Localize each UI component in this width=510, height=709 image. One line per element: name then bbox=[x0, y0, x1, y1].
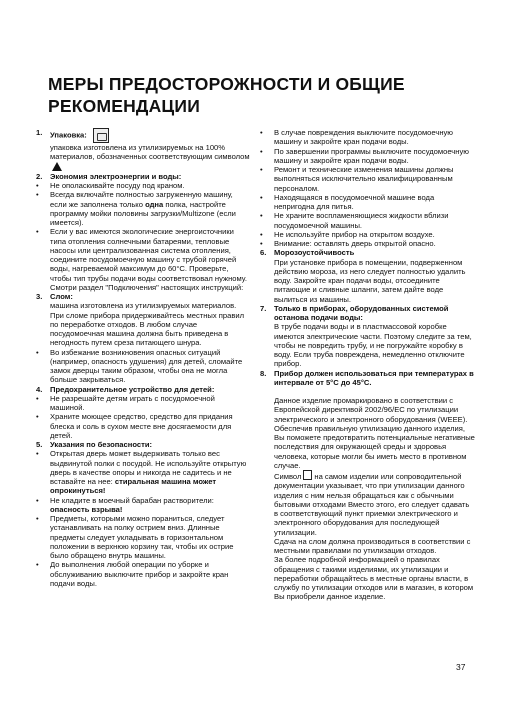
crossed-bin-icon bbox=[303, 470, 312, 480]
section-number: 1. bbox=[36, 128, 43, 137]
list-item: • По завершении программы выключите посудомоечную машину и закройте кран подачи воды. bbox=[260, 146, 469, 165]
section-heading: Экономия электроэнергии и воды: bbox=[50, 171, 182, 181]
section-safety bbox=[36, 440, 251, 449]
section-heading: Морозоустойчивость bbox=[274, 248, 355, 258]
recycle-triangle-icon bbox=[52, 162, 62, 171]
list-item: • Находящаяся в посудомоечной машине вода непригодна для питья. bbox=[260, 192, 435, 211]
section-child-safety bbox=[36, 385, 251, 394]
list-item: • Открытая дверь может выдерживать только вес выдвинутой полки с посудой. Не используйте открытую дверь в качестве опоры и никогда не садитесь и не вставайте на нее: стиральная машина может опрокинуться! bbox=[36, 449, 247, 496]
section-number: 2. bbox=[36, 171, 43, 181]
list-item: • Всегда включайте полностью загруженную машину, если же заполнена только одна полка, настройте программу мойки половины загрузки/Multizone (если имеется). bbox=[36, 190, 236, 227]
section-text: машина изготовлена из утилизируемых материалов. При сломе прибора придерживайтесь местных правил по переработке отходов. В любом случае посудомоечная машина должна быть приведена в негодность путем среза питающего шнура. bbox=[50, 301, 245, 348]
section-disposal bbox=[36, 292, 251, 301]
list-item: • Не храните воспламеняющиеся жидкости вблизи посудомоечной машины. bbox=[260, 211, 449, 230]
title-line-1: МЕРЫ ПРЕДОСТОРОЖНОСТИ И ОБЩИЕ bbox=[48, 74, 405, 94]
list-item: • Ремонт и технические изменения машины должны выполняться исключительно квалифицированным персоналом. bbox=[260, 165, 454, 193]
weee-paragraph: Данное изделие промаркировано в соответствии с Европейской директивой 2002/96/EC по утилизации электрического и электронного оборудования (WEEE). Обеспечив правильную утилизацию данного изделия, Вы поможете предотвратить потенциальные негативные последствия для окружающей среды и здоровья человека, которые могли бы иметь место в противном случае. bbox=[274, 396, 475, 470]
section-text: При установке прибора в помещении, подверженном действию мороза, из него следует полностью удалить воду. Закройте кран подачи воды, отсоедините питающие и сливные шланги, затем дайте воде вылиться из машины. bbox=[274, 257, 466, 304]
section-packaging bbox=[36, 128, 251, 143]
list-item: • Если у вас имеются экологические энергоисточники типа отопления солнечными батареями, тепловые насосы или централизованная система отопления, соедините посудомоечную машину с трубой горячей воды, нагреваемой максимум до 60°C. Проверьте, чтобы тип трубы подачи воды соответствовал нужному. Смотри раздел "Подключения" настоящих инструкций: bbox=[36, 227, 247, 292]
section-saving bbox=[36, 172, 251, 181]
page-number: 37 bbox=[456, 662, 466, 672]
section-heading: Слом: bbox=[50, 292, 73, 301]
list-item: • Не ополаскивайте посуду под краном. bbox=[36, 181, 185, 190]
weee-paragraph: За более подробной информацией о правилах обращения с такими изделиями, их утилизации и переработки обращайтесь в местные органы власти, в службу по утилизации отходов или в магазин, в котором Вы приобрели данное изделие. bbox=[274, 555, 474, 602]
list-item: • Внимание: оставлять дверь открытой опасно. bbox=[260, 239, 436, 248]
section-number: 6. bbox=[260, 248, 267, 258]
section-text: В трубе подачи воды и в пластмассовой коробке имеются электрические части. Поэтому следите за тем, чтобы не повредить трубу, и не погружайте коробку в воду. Если труба повреждена, немедленно отключите прибор. bbox=[274, 322, 472, 369]
list-item: • До выполнения любой операции по уборке и обслуживанию выключите прибор и закройте кран подачи воды. bbox=[36, 560, 229, 588]
list-item: • Во избежание возникновения опасных ситуаций (например, опасность удушения) для детей, сломайте замок дверцы таким образом, чтобы она не могла больше закрываться. bbox=[36, 347, 243, 385]
right-column bbox=[260, 128, 475, 602]
section-temperature bbox=[260, 369, 475, 388]
section-frost bbox=[260, 248, 475, 257]
section-water-stop bbox=[260, 304, 475, 323]
page-title bbox=[48, 73, 468, 117]
weee-paragraph: Сдача на слом должна производиться в соответствии с местными правилами по утилизации отходов. bbox=[274, 536, 471, 555]
section-text: упаковка изготовлена из утилизируемых на 100% материалов, обозначенных соответствующим символом bbox=[36, 143, 251, 172]
section-heading: Указания по безопасности: bbox=[50, 440, 153, 449]
weee-paragraph: Символ на самом изделии или сопроводительной документации указывает, что при утилизации данного изделия с ним нельзя обращаться как с обычными бытовыми отходами Вместо этого, его следует сдавать в соответствующий пункт приемки электрического и электронного оборудования для последующей утилизации. bbox=[274, 472, 470, 537]
section-heading: Упаковка: bbox=[50, 130, 87, 140]
title-line-2: РЕКОМЕНДАЦИИ bbox=[48, 96, 200, 116]
list-item: • Храните моющее средство, средство для придания блеска и соль в сухом месте вне досягаемости для детей. bbox=[36, 412, 233, 440]
section-number: 5. bbox=[36, 440, 43, 449]
section-number: 8. bbox=[260, 368, 267, 378]
section-number: 3. bbox=[36, 292, 43, 301]
section-heading: Прибор должен использоваться при температурах в интервале от 5°C до 45°C. bbox=[274, 368, 474, 387]
list-item: • Не используйте прибор на открытом воздухе. bbox=[260, 229, 435, 239]
list-item: • Не разрешайте детям играть с посудомоечной машиной. bbox=[36, 393, 215, 412]
list-item: • Не кладите в моечный барабан растворители: опасность взрыва! bbox=[36, 495, 214, 514]
section-number: 7. bbox=[260, 303, 267, 313]
packaging-icon bbox=[93, 128, 109, 143]
section-number: 4. bbox=[36, 384, 43, 394]
list-item: • В случае повреждения выключите посудомоечную машину и закройте кран подачи воды. bbox=[260, 128, 454, 147]
left-column bbox=[36, 128, 251, 588]
section-heading: Только в приборах, оборудованных системой останова подачи воды: bbox=[274, 303, 449, 322]
section-heading: Предохранительное устройство для детей: bbox=[50, 384, 215, 394]
list-item: • Предметы, которыми можно пораниться, следует устанавливать на полку острием вниз. Длинные предметы следует укладывать в горизонтальном положении в верхнюю корзину так, чтобы их острие было обращено внутрь машины. bbox=[36, 514, 234, 560]
